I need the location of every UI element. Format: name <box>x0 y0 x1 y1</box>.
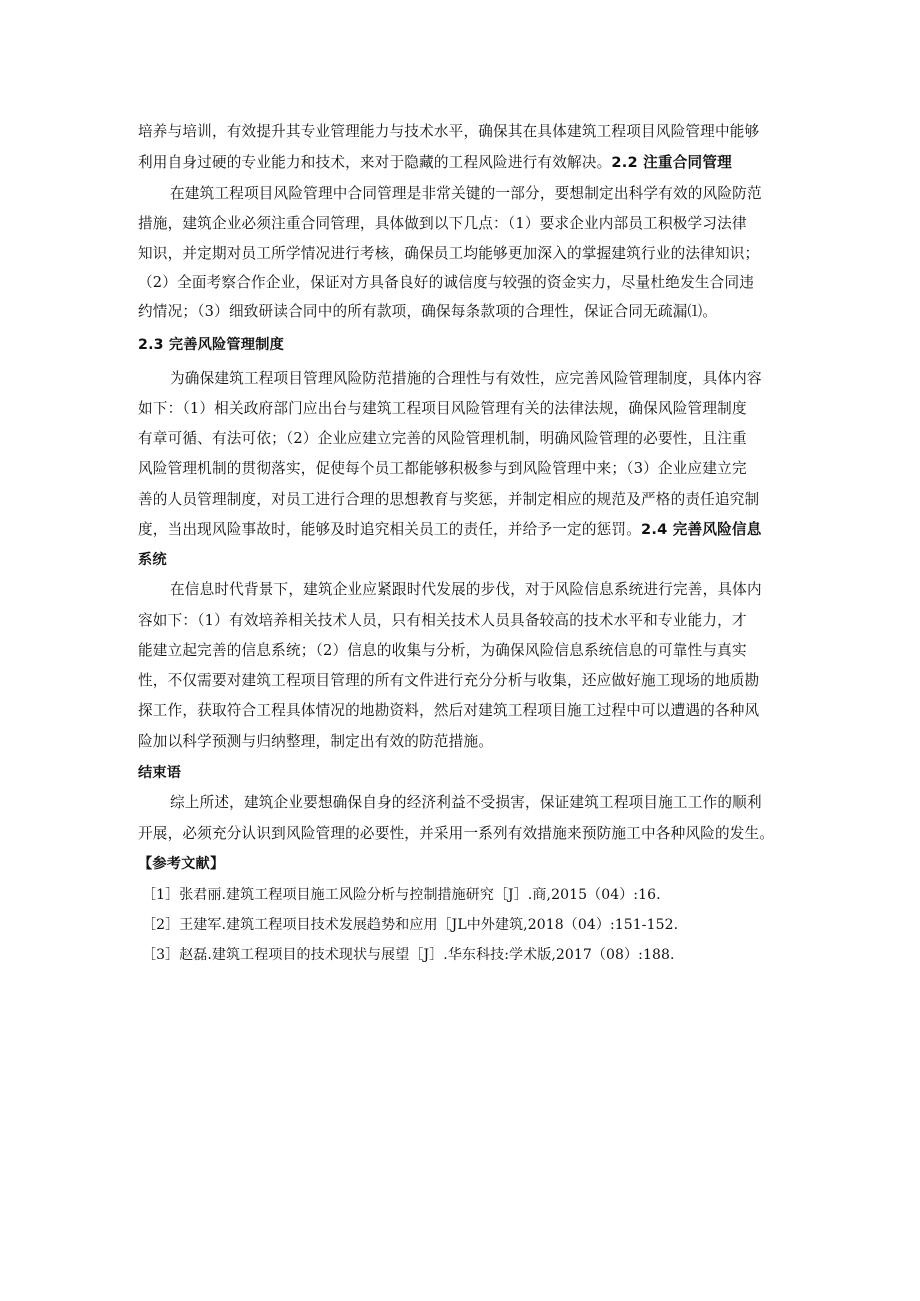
paragraph-line: 险加以科学预测与归纳整理，制定出有效的防范措施。 <box>138 733 494 750</box>
section-heading-2-2: 2.2 注重合同管理 <box>611 154 732 171</box>
section-heading-2-4-continuation: 系统 <box>138 552 167 568</box>
paragraph-line: 开展，必须充分认识到风险管理的必要性，并采用一系列有效措施来预防施工中各种风险的发生。 <box>138 825 775 842</box>
paragraph-line: 约情况；（3）细致研读合同中的所有款项，确保每条款项的合理性，保证合同无疏漏⑴。 <box>138 303 718 320</box>
paragraph-line: 能建立起完善的信息系统；（2）信息的收集与分析，为确保风险信息系统信息的可靠性与真实 <box>138 642 747 659</box>
paragraph-line: 综上所述，建筑企业要想确保自身的经济利益不受损害，保证建筑工程项目施工工作的顺利 <box>170 794 762 811</box>
paragraph-line: 有章可循、有法可依；（2）企业应建立完善的风险管理机制，明确风险管理的必要性，且注重 <box>138 430 747 447</box>
paragraph-line: 在信息时代背景下，建筑企业应紧跟时代发展的步伐，对于风险信息系统进行完善，具体内 <box>170 581 762 598</box>
paragraph-line: 为确保建筑工程项目管理风险防范措施的合理性与有效性，应完善风险管理制度，具体内容 <box>170 370 762 387</box>
paragraph-line: （2）全面考察合作企业，保证对方具备良好的诚信度与较强的资金实力，尽量杜绝发生合同违 <box>138 274 755 291</box>
references-heading: 【参考文献】 <box>138 856 225 872</box>
paragraph-line: 风险管理机制的贯彻落实，促使每个员工都能够积极参与到风险管理中来；（3）企业应建立完 <box>138 460 747 477</box>
reference-item: ［2］王建军.建筑工程项目技术发展趋势和应用［JL中外建筑,2018（04）:151-152. <box>142 917 679 933</box>
paragraph-line: 善的人员管理制度，对员工进行合理的思想教育与奖惩，并制定相应的规范及严格的责任追究制 <box>138 491 760 508</box>
section-heading-2-4: 2.4 完善风险信息 <box>641 521 762 538</box>
reference-item: ［1］张君丽.建筑工程项目施工风险分析与控制措施研究［J］.商,2015（04）:16. <box>142 887 661 903</box>
paragraph-line <box>138 518 788 542</box>
paragraph-line-text: 度，当出现风险事故时，能够及时追究相关员工的责任，并给予一定的惩罚。 <box>138 521 641 538</box>
paragraph-line: 容如下：（1）有效培养相关技术人员，只有相关技术人员具备较高的技术水平和专业能力，才 <box>138 612 747 629</box>
conclusion-heading: 结束语 <box>138 765 182 781</box>
paragraph-line: 措施，建筑企业必须注重合同管理，具体做到以下几点：（1）要求企业内部员工积极学习法律 <box>138 215 747 232</box>
paragraph-line-text: 利用自身过硬的专业能力和技术，来对于隐藏的工程风险进行有效解决。 <box>138 154 612 171</box>
paragraph-line: 探工作，获取符合工程具体情况的地勘资料，然后对建筑工程项目施工过程中可以遭遇的各种风 <box>138 702 760 719</box>
paragraph-line: 如下：（1）相关政府部门应出台与建筑工程项目风险管理有关的法律法规，确保风险管理制度 <box>138 400 747 417</box>
paragraph-line <box>138 151 788 175</box>
paragraph-line: 在建筑工程项目风险管理中合同管理是非常关键的一部分，要想制定出科学有效的风险防范 <box>170 185 762 202</box>
paragraph-line: 性，不仅需要对建筑工程项目管理的所有文件进行充分分析与收集，还应做好施工现场的地质勘 <box>138 672 760 689</box>
reference-item: ［3］赵磊.建筑工程项目的技术现状与展望［J］.华东科技:学术版,2017（08）:188. <box>142 947 675 963</box>
section-heading-2-3: 2.3 完善风险管理制度 <box>138 337 284 353</box>
paragraph-line: 知识，并定期对员工所学情况进行考核，确保员工均能够更加深入的掌握建筑行业的法律知识； <box>138 245 760 262</box>
paragraph-line: 培养与培训，有效提升其专业管理能力与技术水平，确保其在具体建筑工程项目风险管理中能够 <box>138 123 760 140</box>
